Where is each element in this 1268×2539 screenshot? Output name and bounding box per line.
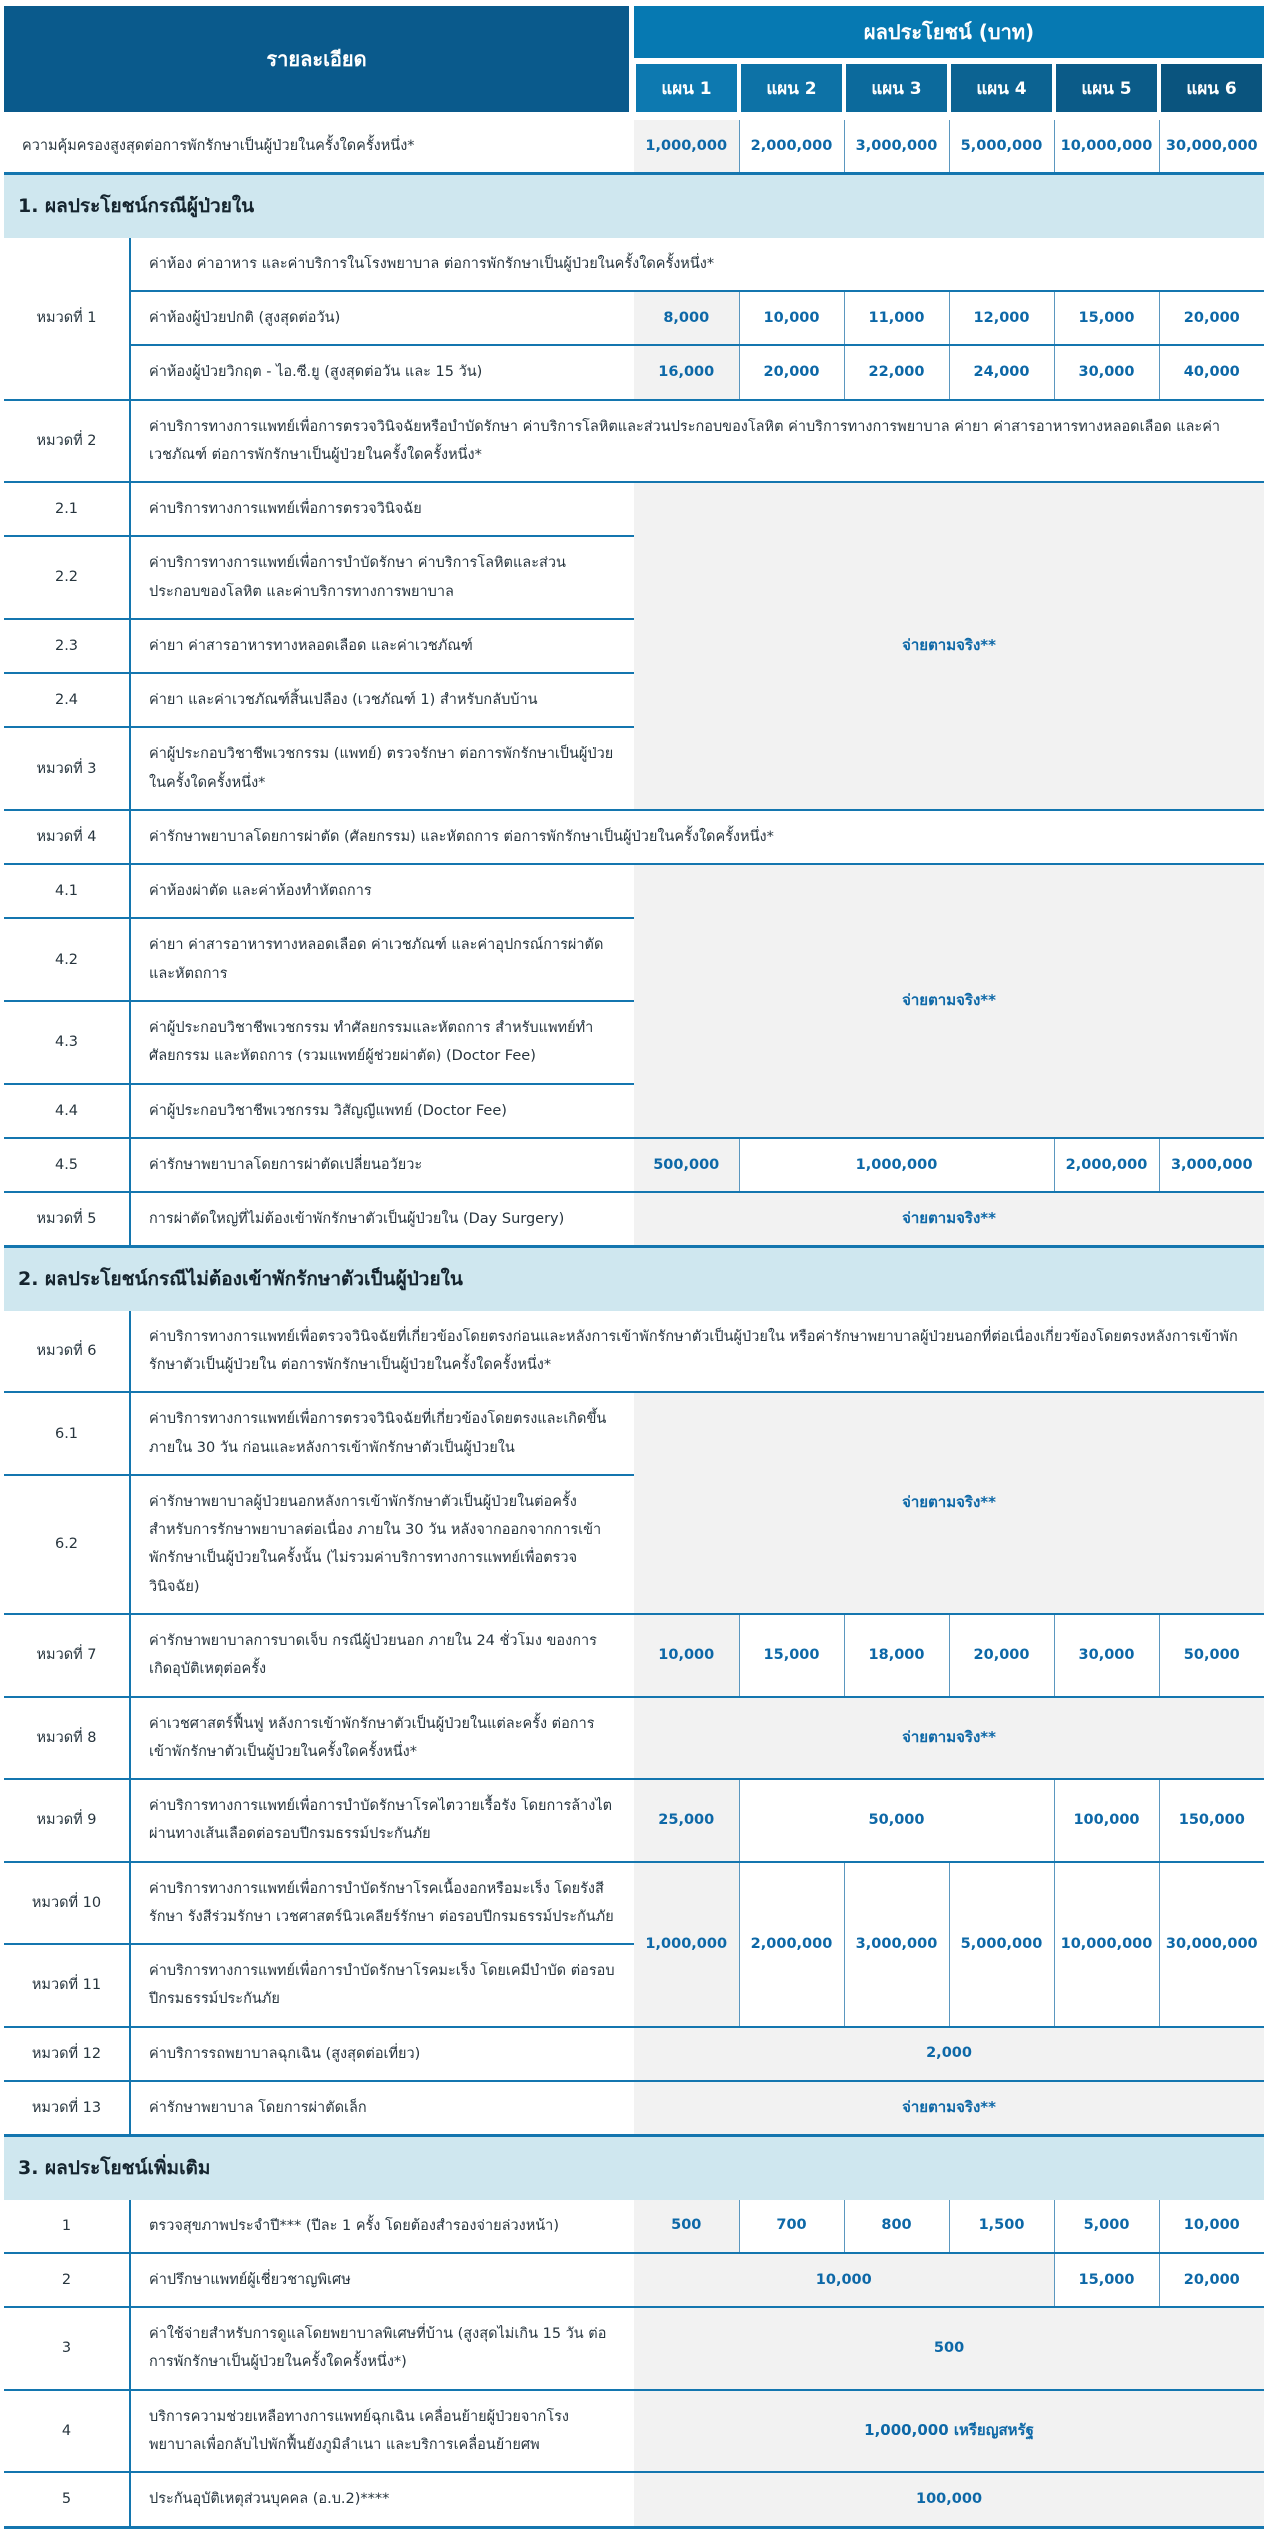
table-row <box>4 1779 1264 1862</box>
table-row <box>4 1311 1264 1393</box>
header-row-top <box>4 6 1264 64</box>
table-row <box>4 1862 1264 1945</box>
section-row <box>4 1247 1264 1311</box>
category-label-cell: 2.1 <box>4 482 130 536</box>
benefit-detail-cell: ประกันอุบัติเหตุส่วนบุคคล (อ.บ.2)**** <box>130 2472 634 2527</box>
category-label-cell: 4.4 <box>4 1084 130 1138</box>
plan-header-cell <box>1054 64 1159 120</box>
plan-header-4: แผน 4 <box>951 64 1052 112</box>
benefit-value-cell: 150,000 <box>1159 1779 1264 1862</box>
benefit-value-cell: 1,000,000 เหรียญสหรัฐ <box>634 2390 1264 2473</box>
category-label-cell: 2.4 <box>4 673 130 727</box>
category-label-cell: หมวดที่ 4 <box>4 810 130 864</box>
benefit-value-cell: 500,000 <box>634 1138 739 1192</box>
benefit-detail-cell: การผ่าตัดใหญ่ที่ไม่ต้องเข้าพักรักษาตัวเป็นผู้ป่วยใน (Day Surgery) <box>130 1192 634 1247</box>
benefit-value-cell: 800 <box>844 2200 949 2253</box>
benefit-detail-cell: ค่าห้องผู้ป่วยปกติ (สูงสุดต่อวัน) <box>130 291 634 345</box>
category-label-cell: หมวดที่ 7 <box>4 1614 130 1697</box>
benefit-value-cell: จ่ายตามจริง** <box>634 482 1264 810</box>
category-label-cell: 6.1 <box>4 1392 130 1475</box>
table-row <box>4 810 1264 864</box>
category-label-cell: 4.1 <box>4 864 130 918</box>
benefit-value-cell: จ่ายตามจริง** <box>634 1697 1264 1780</box>
category-label-cell: 4.3 <box>4 1001 130 1084</box>
benefit-value-cell: จ่ายตามจริง** <box>634 1392 1264 1614</box>
benefits-table <box>4 6 1264 2529</box>
benefit-value-cell: 15,000 <box>739 1614 844 1697</box>
benefit-detail-cell: ค่าบริการทางการแพทย์เพื่อการตรวจวินิจฉัยหรือบำบัดรักษา ค่าบริการโลหิตและส่วนประกอบของโลหิต ค่าบริการทางการพยาบาล ค่ายา ค่าสารอาหารทางหลอดเลือด และค่าเวชภัณฑ์ ต่อการพักรักษาเป็นผู้ป่วยในครั้งใดครั้งหนึ่ง* <box>130 400 1264 483</box>
benefit-value-cell: 22,000 <box>844 345 949 399</box>
benefit-value-cell: 5,000,000 <box>949 120 1054 174</box>
table-row <box>4 120 1264 174</box>
plan-header-cell <box>949 64 1054 120</box>
benefit-value-cell: 20,000 <box>1159 291 1264 345</box>
benefit-detail-cell: ความคุ้มครองสูงสุดต่อการพักรักษาเป็นผู้ป่วยในครั้งใดครั้งหนึ่ง* <box>4 120 634 174</box>
category-label-cell: หมวดที่ 10 <box>4 1862 130 1945</box>
benefit-detail-cell: ค่ายา และค่าเวชภัณฑ์สิ้นเปลือง (เวชภัณฑ์ 1) สำหรับกลับบ้าน <box>130 673 634 727</box>
benefit-detail-cell: ค่าใช้จ่ายสำหรับการดูแลโดยพยาบาลพิเศษที่บ้าน (สูงสุดไม่เกิน 15 วัน ต่อการพักรักษาเป็นผู้ป่วยในครั้งใดครั้งหนึ่ง*) <box>130 2307 634 2390</box>
benefit-value-cell: 3,000,000 <box>844 1862 949 2027</box>
benefit-value-cell: 10,000,000 <box>1054 1862 1159 2027</box>
table-row <box>4 1614 1264 1697</box>
benefit-detail-cell: ค่าบริการทางการแพทย์เพื่อการบำบัดรักษาโรคไตวายเรื้อรัง โดยการล้างไตผ่านทางเส้นเลือดต่อรอบปีกรมธรรม์ประกันภัย <box>130 1779 634 1862</box>
benefit-detail-cell: ค่าผู้ประกอบวิชาชีพเวชกรรม วิสัญญีแพทย์ (Doctor Fee) <box>130 1084 634 1138</box>
benefits-header-cell <box>634 6 1264 64</box>
benefit-value-cell: 3,000,000 <box>844 120 949 174</box>
table-row <box>4 345 1264 399</box>
plan-header-cell <box>844 64 949 120</box>
table-row <box>4 2390 1264 2473</box>
benefit-value-cell: 1,000,000 <box>739 1138 1054 1192</box>
benefit-value-cell: 1,000,000 <box>634 1862 739 2027</box>
benefit-value-cell: 10,000 <box>634 1614 739 1697</box>
benefit-value-cell: 50,000 <box>739 1779 1054 1862</box>
category-label-cell: หมวดที่ 1 <box>4 238 130 400</box>
section-row <box>4 174 1264 238</box>
benefit-value-cell: 10,000 <box>1159 2200 1264 2253</box>
benefit-value-cell: 18,000 <box>844 1614 949 1697</box>
table-row <box>4 2253 1264 2307</box>
benefit-detail-cell: ค่ายา ค่าสารอาหารทางหลอดเลือด ค่าเวชภัณฑ์ และค่าอุปกรณ์การผ่าตัดและหัตถการ <box>130 918 634 1001</box>
category-label-cell: หมวดที่ 3 <box>4 727 130 810</box>
benefit-detail-cell: ค่าผู้ประกอบวิชาชีพเวชกรรม ทำศัลยกรรมและหัตถการ สำหรับแพทย์ทำศัลยกรรม และหัตถการ (รวมแพทย์ผู้ช่วยผ่าตัด) (Doctor Fee) <box>130 1001 634 1084</box>
plan-header-cell <box>739 64 844 120</box>
table-row <box>4 2200 1264 2253</box>
benefit-value-cell: 3,000,000 <box>1159 1138 1264 1192</box>
benefit-value-cell: 5,000 <box>1054 2200 1159 2253</box>
benefit-detail-cell: ค่าผู้ประกอบวิชาชีพเวชกรรม (แพทย์) ตรวจรักษา ต่อการพักรักษาเป็นผู้ป่วยในครั้งใดครั้งหนึ่ง* <box>130 727 634 810</box>
table-row <box>4 2307 1264 2390</box>
benefit-detail-cell: ค่าบริการทางการแพทย์เพื่อการตรวจวินิจฉัย <box>130 482 634 536</box>
benefit-value-cell: 15,000 <box>1054 2253 1159 2307</box>
benefit-value-cell: จ่ายตามจริง** <box>634 864 1264 1138</box>
benefit-detail-cell: ค่ารักษาพยาบาล โดยการผ่าตัดเล็ก <box>130 2081 634 2136</box>
benefit-value-cell: 500 <box>634 2200 739 2253</box>
benefit-value-cell: 1,000,000 <box>634 120 739 174</box>
benefit-detail-cell: บริการความช่วยเหลือทางการแพทย์ฉุกเฉิน เคลื่อนย้ายผู้ป่วยจากโรงพยาบาลเพื่อกลับไปพักฟื้นยังภูมิลำเนา และบริการเคลื่อนย้ายศพ <box>130 2390 634 2473</box>
details-header-cell <box>4 6 634 120</box>
category-label-cell: หมวดที่ 11 <box>4 1944 130 2027</box>
benefit-value-cell: 500 <box>634 2307 1264 2390</box>
plan-header-cell <box>1159 64 1264 120</box>
benefit-detail-cell: ค่าเวชศาสตร์ฟื้นฟู หลังการเข้าพักรักษาตัวเป็นผู้ป่วยในแต่ละครั้ง ต่อการเข้าพักรักษาตัวเป็นผู้ป่วยในครั้งใดครั้งหนึ่ง* <box>130 1697 634 1780</box>
table-row <box>4 2472 1264 2527</box>
benefit-value-cell: 50,000 <box>1159 1614 1264 1697</box>
table-row <box>4 1697 1264 1780</box>
benefit-value-cell: 11,000 <box>844 291 949 345</box>
benefit-value-cell: 40,000 <box>1159 345 1264 399</box>
table-row <box>4 1192 1264 1247</box>
category-label-cell: หมวดที่ 9 <box>4 1779 130 1862</box>
category-label-cell: หมวดที่ 6 <box>4 1311 130 1393</box>
benefit-value-cell: 30,000,000 <box>1159 1862 1264 2027</box>
benefit-value-cell: 25,000 <box>634 1779 739 1862</box>
benefit-detail-cell: ค่ารักษาพยาบาลผู้ป่วยนอกหลังการเข้าพักรักษาตัวเป็นผู้ป่วยในต่อครั้งสำหรับการรักษาพยาบาลต่อเนื่อง ภายใน 30 วัน หลังจากออกจากการเข้าพักรักษาเป็นผู้ป่วยในครั้งนั้น (ไม่รวมค่าบริการทางการแพทย์เพื่อตรวจวินิจฉัย) <box>130 1475 634 1614</box>
table-row <box>4 1138 1264 1192</box>
benefit-value-cell: 20,000 <box>739 345 844 399</box>
category-label-cell: 2.2 <box>4 536 130 619</box>
benefit-value-cell: 2,000,000 <box>739 1862 844 2027</box>
plan-header-cell <box>634 64 739 120</box>
benefit-value-cell: 24,000 <box>949 345 1054 399</box>
benefit-value-cell: 2,000 <box>634 2027 1264 2081</box>
section-header: 3. ผลประโยชน์เพิ่มเติม <box>4 2136 1264 2200</box>
benefits-header: ผลประโยชน์ (บาท) <box>634 6 1264 58</box>
benefit-detail-cell: ค่าห้องผ่าตัด และค่าห้องทำหัตถการ <box>130 864 634 918</box>
category-label-cell: หมวดที่ 2 <box>4 400 130 483</box>
table-row <box>4 2081 1264 2136</box>
benefit-value-cell: 5,000,000 <box>949 1862 1054 2027</box>
benefit-detail-cell: ค่าบริการทางการแพทย์เพื่อการบำบัดรักษาโรคเนื้องอกหรือมะเร็ง โดยรังสีรักษา รังสีร่วมรักษา เวชศาสตร์นิวเคลียร์รักษา ต่อรอบปีกรมธรรม์ประกันภัย <box>130 1862 634 1945</box>
plan-header-5: แผน 5 <box>1056 64 1157 112</box>
benefit-detail-cell: ค่าบริการทางการแพทย์เพื่อการบำบัดรักษาโรคมะเร็ง โดยเคมีบำบัด ต่อรอบปีกรมธรรม์ประกันภัย <box>130 1944 634 2027</box>
benefit-detail-cell: ค่าบริการรถพยาบาลฉุกเฉิน (สูงสุดต่อเที่ยว) <box>130 2027 634 2081</box>
table-row <box>4 291 1264 345</box>
benefit-detail-cell: ค่าห้อง ค่าอาหาร และค่าบริการในโรงพยาบาล ต่อการพักรักษาเป็นผู้ป่วยในครั้งใดครั้งหนึ่ง* <box>130 238 1264 291</box>
category-label-cell: หมวดที่ 13 <box>4 2081 130 2136</box>
table-row <box>4 238 1264 291</box>
benefit-detail-cell: ค่าบริการทางการแพทย์เพื่อตรวจวินิจฉัยที่เกี่ยวข้องโดยตรงก่อนและหลังการเข้าพักรักษาตัวเป็นผู้ป่วยใน หรือค่ารักษาพยาบาลผู้ป่วยนอกที่ต่อเนื่องเกี่ยวข้องโดยตรงหลังการเข้าพักรักษาตัวเป็นผู้ป่วยใน ต่อการพักรักษาเป็นผู้ป่วยในครั้งใดครั้งหนึ่ง* <box>130 1311 1264 1393</box>
category-label-cell: 2.3 <box>4 619 130 673</box>
category-label-cell: 5 <box>4 2472 130 2527</box>
category-label-cell: 2 <box>4 2253 130 2307</box>
benefit-value-cell: 700 <box>739 2200 844 2253</box>
benefit-detail-cell: ค่ารักษาพยาบาลโดยการผ่าตัด (ศัลยกรรม) และหัตถการ ต่อการพักรักษาเป็นผู้ป่วยในครั้งใดครั้งหนึ่ง* <box>130 810 1264 864</box>
category-label-cell: หมวดที่ 8 <box>4 1697 130 1780</box>
category-label-cell: 4.5 <box>4 1138 130 1192</box>
benefits-comparison-page <box>4 6 1264 2529</box>
benefit-detail-cell: ค่าบริการทางการแพทย์เพื่อการบำบัดรักษา ค่าบริการโลหิตและส่วนประกอบของโลหิต และค่าบริการทางการพยาบาล <box>130 536 634 619</box>
section-header: 2. ผลประโยชน์กรณีไม่ต้องเข้าพักรักษาตัวเป็นผู้ป่วยใน <box>4 1247 1264 1311</box>
category-label-cell: 6.2 <box>4 1475 130 1614</box>
table-row <box>4 2027 1264 2081</box>
details-header: รายละเอียด <box>4 6 629 112</box>
section-header: 1. ผลประโยชน์กรณีผู้ป่วยใน <box>4 174 1264 238</box>
benefit-value-cell: 1,500 <box>949 2200 1054 2253</box>
table-body <box>4 120 1264 2527</box>
benefit-value-cell: 15,000 <box>1054 291 1159 345</box>
benefit-value-cell: 16,000 <box>634 345 739 399</box>
benefit-detail-cell: ค่าบริการทางการแพทย์เพื่อการตรวจวินิจฉัยที่เกี่ยวข้องโดยตรงและเกิดขึ้นภายใน 30 วัน ก่อนและหลังการเข้าพักรักษาตัวเป็นผู้ป่วยใน <box>130 1392 634 1475</box>
table-row <box>4 482 1264 536</box>
benefit-value-cell: 20,000 <box>1159 2253 1264 2307</box>
benefit-value-cell: จ่ายตามจริง** <box>634 2081 1264 2136</box>
benefit-value-cell: 2,000,000 <box>1054 1138 1159 1192</box>
benefit-value-cell: 100,000 <box>634 2472 1264 2527</box>
plan-header-3: แผน 3 <box>846 64 947 112</box>
benefit-value-cell: 2,000,000 <box>739 120 844 174</box>
benefit-value-cell: 20,000 <box>949 1614 1054 1697</box>
benefit-detail-cell: ค่ารักษาพยาบาลโดยการผ่าตัดเปลี่ยนอวัยวะ <box>130 1138 634 1192</box>
benefit-value-cell: 30,000 <box>1054 345 1159 399</box>
benefit-value-cell: 10,000 <box>739 291 844 345</box>
benefit-value-cell: 8,000 <box>634 291 739 345</box>
plan-header-1: แผน 1 <box>636 64 737 112</box>
benefit-detail-cell: ตรวจสุขภาพประจำปี*** (ปีละ 1 ครั้ง โดยต้องสำรองจ่ายล่วงหน้า) <box>130 2200 634 2253</box>
benefit-detail-cell: ค่าปรึกษาแพทย์ผู้เชี่ยวชาญพิเศษ <box>130 2253 634 2307</box>
table-header <box>4 6 1264 120</box>
benefit-value-cell: 10,000 <box>634 2253 1054 2307</box>
plan-header-2: แผน 2 <box>741 64 842 112</box>
benefit-value-cell: 12,000 <box>949 291 1054 345</box>
plan-header-6: แผน 6 <box>1161 64 1262 112</box>
benefit-detail-cell: ค่ายา ค่าสารอาหารทางหลอดเลือด และค่าเวชภัณฑ์ <box>130 619 634 673</box>
category-label-cell: 3 <box>4 2307 130 2390</box>
benefit-detail-cell: ค่ารักษาพยาบาลการบาดเจ็บ กรณีผู้ป่วยนอก ภายใน 24 ชั่วโมง ของการเกิดอุบัติเหตุต่อครั้ง <box>130 1614 634 1697</box>
benefit-value-cell: จ่ายตามจริง** <box>634 1192 1264 1247</box>
category-label-cell: 4 <box>4 2390 130 2473</box>
benefit-value-cell: 30,000 <box>1054 1614 1159 1697</box>
category-label-cell: 1 <box>4 2200 130 2253</box>
benefit-value-cell: 10,000,000 <box>1054 120 1159 174</box>
category-label-cell: 4.2 <box>4 918 130 1001</box>
table-row <box>4 864 1264 918</box>
benefit-detail-cell: ค่าห้องผู้ป่วยวิกฤต - ไอ.ซี.ยู (สูงสุดต่อวัน และ 15 วัน) <box>130 345 634 399</box>
table-row <box>4 1392 1264 1475</box>
section-row <box>4 2136 1264 2200</box>
category-label-cell: หมวดที่ 12 <box>4 2027 130 2081</box>
benefit-value-cell: 30,000,000 <box>1159 120 1264 174</box>
table-row <box>4 400 1264 483</box>
category-label-cell: หมวดที่ 5 <box>4 1192 130 1247</box>
benefit-value-cell: 100,000 <box>1054 1779 1159 1862</box>
